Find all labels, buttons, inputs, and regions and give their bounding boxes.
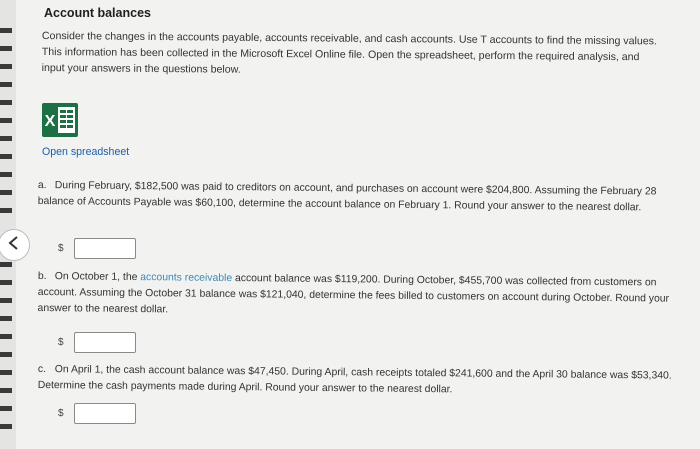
answer-a-input[interactable] (74, 238, 136, 259)
question-c (38, 362, 678, 401)
edge-tick (0, 172, 12, 177)
question-a (38, 178, 678, 217)
question-text: During February, $182,500 was paid to creditors on account, and purchases on account were $204,800. Assuming the February 28 balance of Accounts Payable was $60,100, determine the account balance on February 1. Round your answer to the nearest dollar. (37, 180, 657, 214)
answer-b-input[interactable] (74, 332, 136, 353)
edge-tick (0, 46, 12, 51)
question-text-pre: On October 1, the (54, 271, 141, 284)
instructions-text: Consider the changes in the accounts payable, accounts receivable, and cash accounts. Use T accounts to find the missing values. This information has been collected in the Microsoft Excel Online file. Open the spreadsheet, perform the required analysis, and input your answers in the questions below. (41, 29, 657, 76)
edge-tick (0, 424, 12, 429)
excel-icon[interactable] (42, 103, 78, 137)
edge-tick (0, 334, 12, 339)
page-title: Account balances (44, 6, 151, 20)
edge-tick (0, 190, 12, 195)
svg-text:X: X (44, 113, 56, 130)
currency-symbol: $ (58, 408, 64, 419)
answer-a (58, 238, 136, 259)
question-letter: b. (37, 270, 47, 283)
question-letter: c. (37, 363, 47, 376)
edge-tick (0, 388, 12, 393)
answer-c-input[interactable] (74, 403, 136, 424)
edge-tick (0, 352, 12, 357)
edge-tick (0, 280, 12, 285)
currency-symbol: $ (58, 337, 64, 348)
edge-tick (0, 316, 12, 321)
highlighted-term: accounts receivable (140, 272, 233, 285)
edge-tick (0, 82, 12, 87)
edge-tick (0, 370, 12, 375)
edge-tick (0, 118, 12, 123)
left-edge-strip (0, 0, 16, 449)
chevron-left-icon (7, 235, 21, 256)
edge-tick (0, 208, 12, 213)
edge-tick (0, 136, 12, 141)
question-text: On April 1, the cash account balance was $47,450. During April, cash receipts totaled $241,600 and the April 30 balance was $53,340. Determine the cash payments made during April. Round your answer to the nearest dollar. (37, 364, 672, 396)
edge-tick (0, 262, 12, 267)
currency-symbol: $ (58, 243, 64, 254)
edge-tick (0, 64, 12, 69)
question-page (16, 0, 700, 449)
edge-tick (0, 406, 12, 411)
question-b (37, 269, 677, 324)
answer-b (58, 332, 136, 353)
answer-c (58, 403, 136, 424)
edge-tick (0, 100, 12, 105)
edge-tick (0, 28, 12, 33)
edge-tick (0, 298, 12, 303)
edge-tick (0, 154, 12, 159)
open-spreadsheet-link[interactable]: Open spreadsheet (42, 146, 130, 158)
question-text-post: account balance was $119,200. During October, $455,700 was collected from customers on account. Assuming the October 31 balance was $121,040, determine the fees billed to customers on account during October. Round your answer to the nearest dollar. (37, 273, 670, 316)
question-letter: a. (37, 179, 47, 192)
